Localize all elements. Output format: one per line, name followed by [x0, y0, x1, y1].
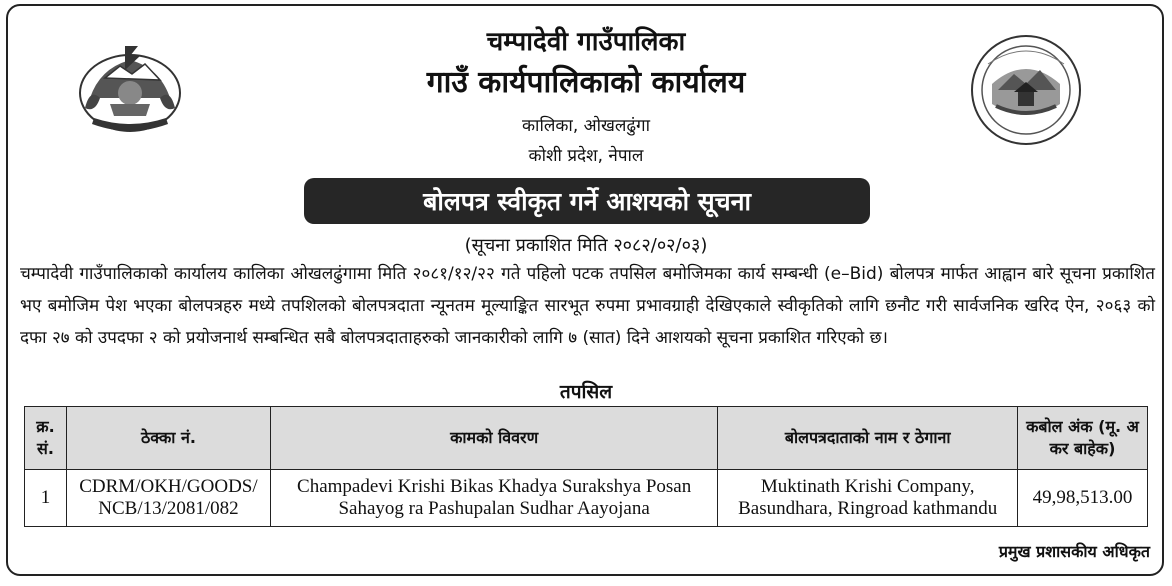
notice-body: चम्पादेवी गाउँपालिकाको कार्यालय कालिका ओखलढुंगामा मिति २०८१/१२/२२ गते पहिलो पटक तपसिल बमोजिमका कार्य सम्बन्धी (e–Bid) बोलपत्र मार्फत आह्वान बारे सूचना प्रकाशित भए बमोजिम पेश भएका बोलपत्रहरु मध्ये तपशिलको बोलपत्रदाता न्यूनतम मूल्याङ्कित सारभूत रुपमा प्रभावग्राही देखिएकाले स्वीकृतिको लागि छनौट गरी सार्वजनिक खरिद ऐन, २०६३ को दफा २७ को उपदफा २ को प्रयोजनार्थ सम्बन्धित सबै बोलपत्रदाताहरुको जानकारीको लागि ७ (सात) दिने आशयको सूचना प्रकाशित गरिएको छ। [20, 264, 1155, 348]
table-header-row [25, 407, 1148, 470]
municipality-name: चम्पादेवी गाउँपालिका [486, 27, 686, 57]
cell-work-description: Champadevi Krishi Bikas Khadya Surakshya Posan Sahayog ra Pashupalan Sudhar Aayojana [270, 470, 717, 527]
signer-title: प्रमुख प्रशासकीय अधिकृत [998, 542, 1150, 561]
cell-serial: 1 [25, 470, 67, 527]
notice-title-banner [304, 178, 870, 224]
address-line-1: कालिका, ओखलढुंगा [521, 116, 651, 136]
header-bidder: बोलपत्रदाताको नाम र ठेगाना [718, 407, 1018, 470]
published-date: (सूचना प्रकाशित मिति २०८२/०२/०३) [464, 235, 708, 256]
header-work-description: कामको विवरण [270, 407, 717, 470]
details-heading: तपसिल [559, 381, 613, 403]
office-name: गाउँ कार्यपालिकाको कार्यालय [426, 65, 746, 100]
table-row [25, 470, 1148, 527]
notice-title: बोलपत्र स्वीकृत गर्ने आशयको सूचना [423, 187, 751, 216]
cell-contract-no: CDRM/OKH/GOODS/ NCB/13/2081/082 [66, 470, 270, 527]
cell-bid-amount: 49,98,513.00 [1018, 470, 1148, 527]
header-contract-no: ठेक्का नं. [66, 407, 270, 470]
address-line-2: कोशी प्रदेश, नेपाल [528, 146, 644, 166]
cell-bidder: Muktinath Krishi Company, Basundhara, Ringroad kathmandu [718, 470, 1018, 527]
header-serial: क्र. सं. [25, 407, 67, 470]
header-bid-amount: कबोल अंक (मू. अ कर बाहेक) [1018, 407, 1148, 470]
bid-table [24, 406, 1148, 527]
